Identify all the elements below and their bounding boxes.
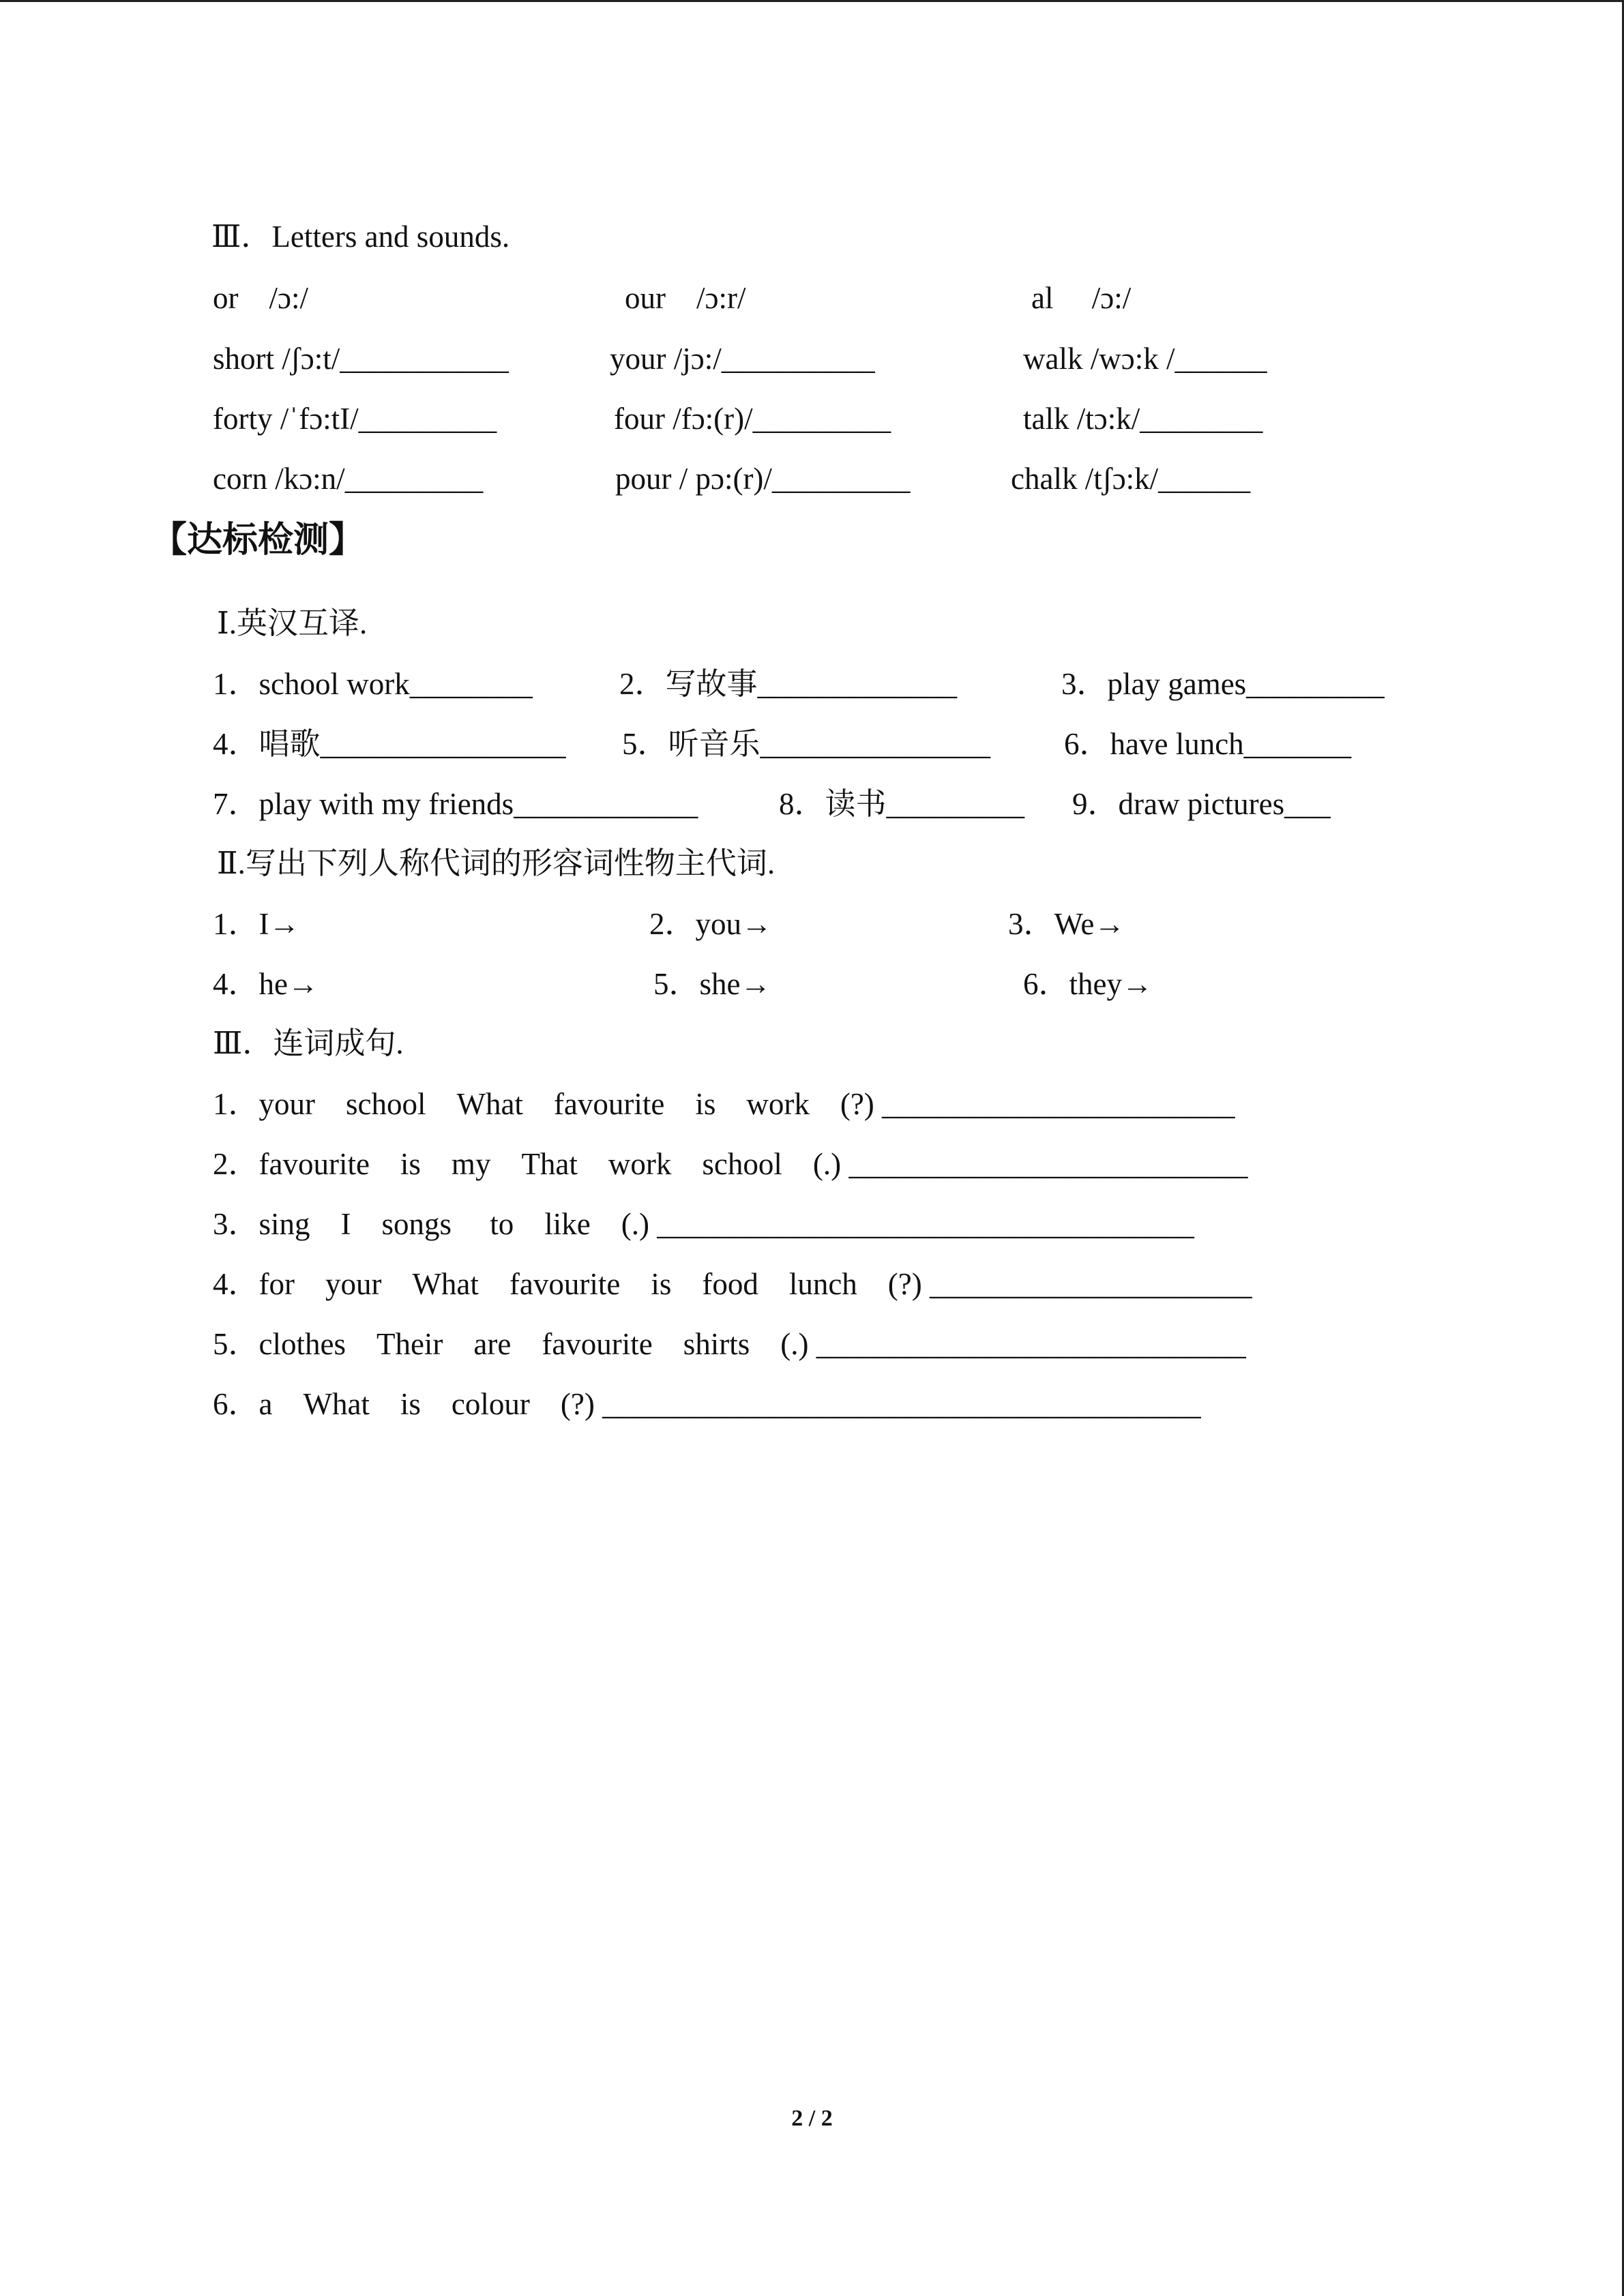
translation-item-8: 8．读书_________ xyxy=(779,787,1025,821)
section-title-translation: Ⅰ.英汉互译. xyxy=(217,606,368,640)
translation-item-1: 1．school work________ xyxy=(213,667,533,701)
page-border-top xyxy=(0,0,1624,2)
sound-header-al: al /ɔ:/ xyxy=(1031,281,1132,315)
sound-word-corn: corn /kɔ:n/_________ xyxy=(213,462,484,496)
sound-word-pour: pour / pɔ:(r)/_________ xyxy=(615,462,911,496)
pronoun-item-6: 6．they→ xyxy=(1023,967,1153,1001)
sentence-item-2: 2．favourite is my That work school (.) __________________________ xyxy=(213,1147,1248,1181)
section-title-sentences: Ⅲ．连词成句. xyxy=(213,1026,404,1060)
sentence-item-1: 1．your school What favourite is work (?) _______________________ xyxy=(213,1087,1235,1121)
page-number: 2 / 2 xyxy=(791,2106,833,2131)
sound-header-or: or /ɔ:/ xyxy=(213,281,308,315)
translation-item-3: 3．play games_________ xyxy=(1061,667,1385,701)
pronoun-item-1: 1．I→ xyxy=(213,907,300,941)
section-title-pronouns: Ⅱ.写出下列人称代词的形容词性物主代词. xyxy=(217,846,776,880)
translation-item-6: 6．have lunch_______ xyxy=(1064,727,1352,761)
pronoun-item-2: 2．you→ xyxy=(649,907,773,941)
sound-word-chalk: chalk /tʃɔ:k/______ xyxy=(1011,462,1251,496)
heading-assessment: 【达标检测】 xyxy=(151,520,365,561)
pronoun-item-5: 5．she→ xyxy=(653,967,771,1001)
section-title-letters-sounds: Ⅲ．Letters and sounds. xyxy=(211,220,510,254)
translation-item-7: 7．play with my friends____________ xyxy=(213,787,698,821)
sentence-item-5: 5．clothes Their are favourite shirts (.) ____________________________ xyxy=(213,1327,1246,1361)
translation-item-9: 9．draw pictures___ xyxy=(1072,787,1331,821)
sentence-item-4: 4．for your What favourite is food lunch (?) _____________________ xyxy=(213,1267,1252,1301)
sentence-item-3: 3．sing I songs to like (.) ___________________________________ xyxy=(213,1207,1194,1241)
translation-item-2: 2．写故事_____________ xyxy=(619,667,958,701)
sentence-item-6: 6．a What is colour (?) _______________________________________ xyxy=(213,1387,1201,1421)
sound-word-talk: talk /tɔ:k/________ xyxy=(1023,402,1263,436)
sound-word-walk: walk /wɔ:k /______ xyxy=(1023,342,1267,376)
sound-header-our: our /ɔ:r/ xyxy=(625,281,746,315)
pronoun-item-4: 4．he→ xyxy=(213,967,319,1001)
translation-item-4: 4．唱歌________________ xyxy=(213,727,566,761)
translation-item-5: 5．听音乐_______________ xyxy=(622,727,991,761)
sound-word-short: short /ʃɔ:t/___________ xyxy=(213,342,509,376)
sound-word-four: four /fɔ:(r)/_________ xyxy=(614,402,891,436)
sound-word-forty: forty /ˈfɔ:tI/_________ xyxy=(213,402,497,436)
pronoun-item-3: 3．We→ xyxy=(1008,907,1125,941)
sound-word-your: your /jɔ:/__________ xyxy=(610,342,875,376)
